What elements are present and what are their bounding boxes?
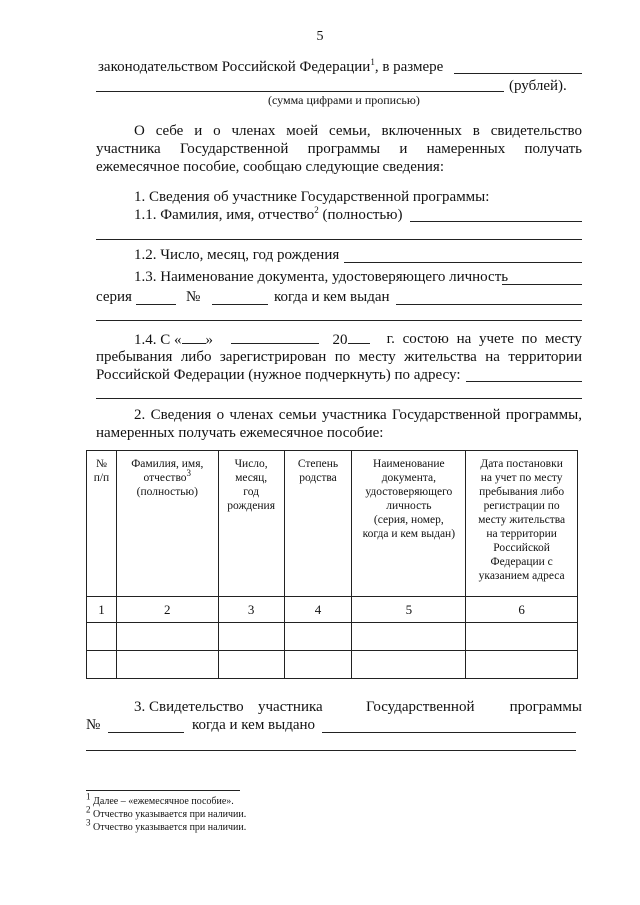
section1-heading: 1. Сведения об участнике Государственной программы: — [134, 189, 490, 205]
cert-word-2: участника — [258, 699, 323, 715]
fio-field-2[interactable] — [96, 239, 582, 240]
issued-label: когда и кем выдан — [274, 289, 390, 305]
amount-field-2[interactable] — [96, 91, 504, 92]
table-row[interactable] — [87, 623, 578, 651]
table-number-row — [87, 597, 578, 623]
col-number-3: 3 — [218, 597, 284, 623]
col-number-1: 1 — [87, 597, 117, 623]
day-field[interactable] — [182, 330, 206, 344]
birth-field[interactable] — [344, 262, 582, 263]
doc-label: 1.3. Наименование документа, удостоверяющего личность — [134, 269, 509, 285]
cert-number-field[interactable] — [108, 732, 184, 733]
header-birth-date: Число, месяц, год рождения — [218, 451, 284, 597]
cert-number-label: № — [86, 717, 101, 733]
header-number: № п/п — [87, 451, 117, 597]
header-relation: Степень родства — [284, 451, 352, 597]
issued-field-2[interactable] — [96, 320, 582, 321]
intro-line-1: О себе и о членах моей семьи, включенных в свидетельство — [134, 123, 582, 139]
footnote-ref-1: 1 — [370, 57, 375, 67]
issued-field-1[interactable] — [396, 304, 582, 305]
table-header-row — [87, 451, 578, 597]
section2-line-2: намеренных получать ежемесячное пособие: — [96, 425, 384, 441]
year-field[interactable] — [348, 330, 370, 344]
registration-line-2: пребывания либо зарегистрирован по месту жительства на территории — [96, 349, 582, 365]
section2-line-1: 2. Сведения о членах семьи участника Государственной программы, — [134, 407, 582, 423]
intro-line-3: ежемесячное пособие, сообщаю следующие сведения: — [96, 159, 445, 175]
header-registration: Дата постановки на учет по месту пребывания либо регистрации по месту жительства на территории Российской Федерации с указанием адреса — [466, 451, 578, 597]
number-field[interactable] — [212, 304, 268, 305]
header-full-name: Фамилия, имя, отчество$^3$ (полностью) — [116, 451, 218, 597]
header-document: Наименование документа, удостоверяющего личность (серия, номер, когда и кем выдан) — [352, 451, 466, 597]
col-number-4: 4 — [284, 597, 352, 623]
number-label: № — [186, 289, 201, 305]
certificate-line — [134, 698, 582, 716]
cert-issued-field-1[interactable] — [322, 732, 576, 733]
amount-caption: (сумма цифрами и прописью) — [268, 93, 420, 107]
col-number-5: 5 — [352, 597, 466, 623]
series-label: серия — [96, 289, 132, 305]
cert-word-3: Государственной — [366, 699, 475, 715]
birth-label: 1.2. Число, месяц, год рождения — [134, 247, 340, 263]
from-prefix: 1.4. С « — [134, 332, 182, 348]
cert-issued-field-2[interactable] — [86, 750, 576, 751]
family-members-table — [86, 450, 578, 679]
footnote-2: $^2$ Отчество указывается при наличии. — [86, 804, 247, 820]
month-field[interactable] — [231, 330, 319, 344]
footnote-3: $^3$ Отчество указывается при наличии. — [86, 817, 247, 833]
amount-field-1[interactable] — [454, 73, 582, 74]
cert-issued-label: когда и кем выдано — [192, 717, 316, 733]
intro-line-2: участника Государственной программы и намеренных получать — [96, 141, 582, 157]
fio-text: 1.1. Фамилия, имя, отчество — [134, 207, 315, 223]
address-field-1[interactable] — [466, 381, 582, 382]
page-number: 5 — [316, 29, 324, 44]
year-prefix: 20 — [332, 332, 348, 348]
quote-close: » — [205, 332, 214, 348]
doc-field[interactable] — [502, 284, 582, 285]
series-field[interactable] — [136, 304, 176, 305]
law-tail: , в размере — [374, 59, 444, 75]
fio-tail: (полностью) — [318, 207, 403, 223]
footnote-ref-3: 3 — [186, 468, 192, 479]
fio-field-1[interactable] — [410, 221, 582, 222]
registration-tail: г. состою на учете по месту — [386, 331, 582, 347]
address-field-2[interactable] — [96, 398, 582, 399]
footnote-ref-2: 2 — [314, 205, 319, 215]
fio-label — [134, 206, 402, 224]
cert-word-1: 3. Свидетельство — [134, 699, 244, 715]
col-number-6: 6 — [466, 597, 578, 623]
rubles-label: (рублей). — [509, 78, 567, 94]
col-number-2: 2 — [116, 597, 218, 623]
footnote-1: $^1$ Далее – «ежемесячное пособие». — [86, 791, 234, 807]
table-row[interactable] — [87, 651, 578, 679]
law-text: законодательством Российской Федерации — [98, 59, 371, 75]
registration-line-3: Российской Федерации (нужное подчеркнуть) по адресу: — [96, 367, 461, 383]
cert-word-4: программы — [509, 699, 582, 715]
law-line — [98, 58, 443, 76]
registration-date-line — [134, 330, 582, 349]
footnote-separator — [86, 790, 240, 791]
